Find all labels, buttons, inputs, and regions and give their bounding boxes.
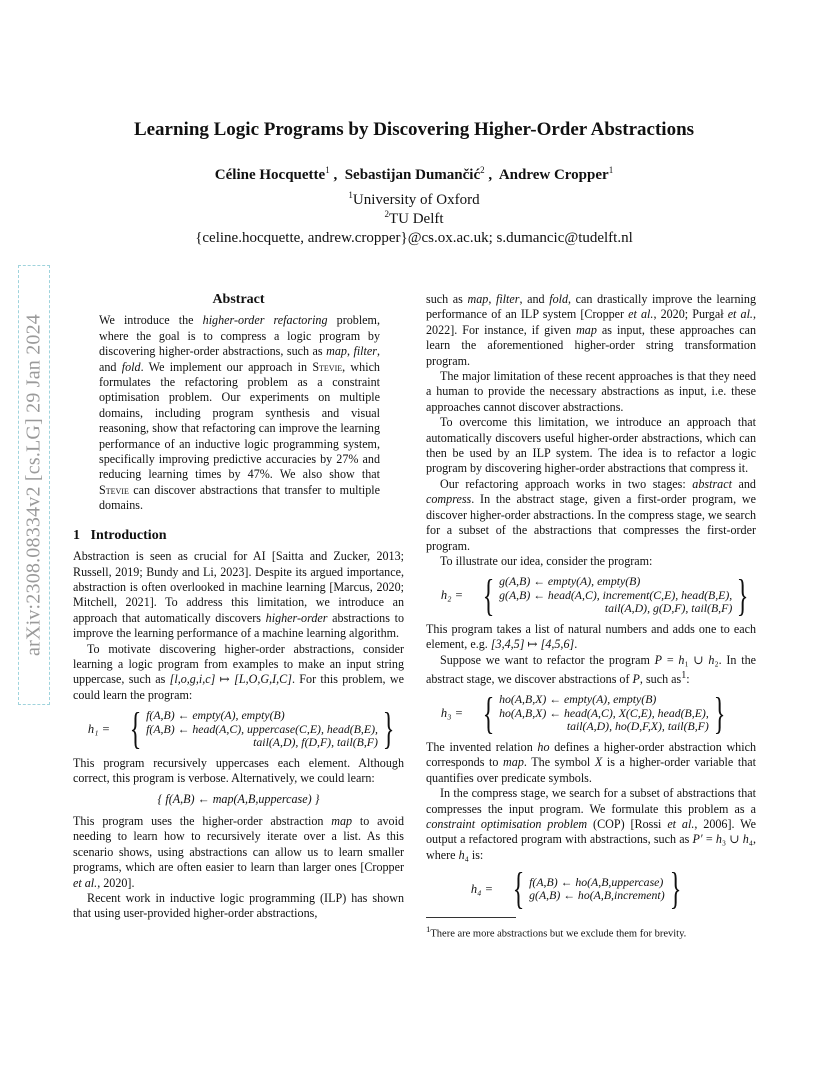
equation-h3 — [426, 688, 756, 738]
author-emails: {celine.hocquette, andrew.cropper}@cs.ox.ac.uk; s.dumancic@tudelft.nl — [195, 230, 633, 246]
author-list: Céline Hocquette$^1$ , Sebastijan Dumančić$^2$ , Andrew Cropper$^1$ — [214, 165, 614, 183]
brace-right: } — [669, 864, 682, 914]
abstract-text: We introduce the higher-order refactoring problem, where the goal is to compress a logic program by discovering higher-order abstractions, such as map, filter, and fold. We implement our approach in Stevie, which formulates the refactoring problem as a constraint optimisation problem. Our experiments on multiple domains, including program synthesis and visual reasoning, show that refactoring can improve the learning performance of an inductive logic programming system, specifically improving predictive accuracies by 27% and reducing learning times by 47%. We also show that Stevie can discover abstractions that transfer to multiple domains. — [99, 313, 380, 513]
equation-line: ho(A,B,X) ← head(A,C), X(C,E), head(B,E), — [499, 705, 709, 720]
equation-line: tail(A,D), g(D,F), tail(B,F) — [604, 601, 733, 616]
author-sup: 2 — [480, 165, 485, 175]
author-sup: 1 — [608, 165, 614, 175]
section-heading: 1 Introduction — [73, 527, 167, 543]
brace-left: { — [482, 570, 495, 620]
author-name: Andrew Cropper — [498, 167, 609, 183]
equation-h4 — [456, 864, 756, 914]
equation-line: ho(A,B,X) ← empty(A), empty(B) — [499, 692, 657, 707]
affiliation — [0, 190, 828, 209]
right-column: such as map, filter, and fold, can drastically improve the learning performance of an ILP system [Cropper et al., 2020; Purgał et al., 2022]. For instance, if given map as input, these approaches can learn the aforementioned higher-order string transformation program. The major limitation of these recent approaches is that they need a human to provide the necessary abstractions as input, i.e. these approaches cannot discover abstractions. To overcome this limitation, we introduce an approach that automatically discovers useful higher-order abstractions, which can then be used by an ILP system. The idea is to refactor a logic program by discovering higher-order abstractions that compress it. Our refactoring approach works in two stages: abstract and compress. In the abstract stage, given a first-order program, we discover higher-order abstractions. In the compress stage, we search for a subset of the abstractions that compresses the first-order program. To illustrate our idea, consider the program: h₂ = { g(A,B) ← empty(A), empty(B) g(A,B) ← head(A,C), increment(C,E), head(B,E), tail(A,D), g(D,F), tail(B,F) } This program takes a list of natural numbers and adds one to each element, e.g. [3,4,5] ↦ [4,5,6]. Suppose we want to refactor the program P = h₁ ∪ h₂. In the abstract stage, we discover abstractions of P, such $as^1$: h₃ = { ho(A,B,X) ← empty(A), empty(B) ho(A,B,X) ← head(A,C), X(C,E), head(B,E), tail(A,D), ho(D,F,X), tail(B,F) } The invented relation ho defines a higher-order abstraction which corresponds to map. The symbol X is a higher-order variable that quantifies over predicate symbols. In the compress stage, we search for a subset of abstractions that compresses the input program. We formulate this problem as a constraint optimisation problem (COP) [Rossi et al., 2006]. We output a refactored program with abstractions, such as P′ = h₃ ∪ h₄, where h₄ is: h₄ = { f(A,B) ← ho(A,B,uppercase) g(A,B) ← ho(A,B,increment) } $^1$There are more abstractions but we exclude them for brevity. — [426, 292, 756, 942]
equation-line: f(A,B) ← ho(A,B,uppercase) — [529, 874, 664, 889]
equation-label: h₂ = — [440, 587, 464, 602]
equation-line: tail(A,D), f(D,F), tail(B,F) — [253, 735, 378, 750]
paper-title: Learning Logic Programs by Discovering Higher-Order Abstractions — [133, 119, 695, 140]
footnote-text: There are more abstractions but we exclude them for brevity. — [430, 928, 687, 940]
author-name: Sebastijan Dumančić — [344, 167, 481, 183]
equation-line: g(A,B) ← ho(A,B,increment) — [529, 888, 665, 903]
footnote-rule — [426, 917, 516, 918]
author-name: Céline Hocquette — [214, 167, 326, 183]
brace-right: } — [737, 570, 749, 620]
brace-left: { — [482, 688, 495, 738]
brace-left: { — [129, 704, 142, 754]
affiliation-sup: 1 — [348, 190, 353, 200]
affiliation-name: University of Oxford — [352, 192, 480, 208]
equation-label: h₃ = — [440, 706, 464, 721]
affiliation — [0, 209, 828, 228]
brace-right: } — [382, 704, 395, 754]
abstract-heading: Abstract — [212, 292, 265, 307]
equation-label: h₁ = — [87, 721, 111, 736]
equation-map: { f(A,B) ← map(A,B,uppercase) } — [157, 792, 320, 807]
arxiv-sidebar-stamp — [18, 265, 50, 705]
equation-line: g(A,B) ← head(A,C), increment(C,E), head(B,E), — [499, 587, 733, 602]
affiliation-sup: 2 — [384, 209, 389, 219]
brace-left: { — [512, 864, 525, 914]
equation-label: h₄ = — [470, 881, 494, 896]
equation-h1 — [73, 704, 404, 754]
footnote — [426, 922, 756, 942]
introduction-text: Abstraction is seen as crucial for AI [Saitta and Zucker, 2013; Russell, 2019; Bundy and Li, 2023]. Despite its argued importance, abstraction is often overlooked in machine learning [Marcus, 2020; Mitchell, 2021]. To address this limitation, we introduce an approach that automatically discovers higher-order abstractions to improve the learning performance of a machine learning algorithm. To motivate discovering higher-order abstractions, consider learning a logic program from examples to make an input string uppercase, such as [l,o,g,i,c] ↦ [L,O,G,I,C]. For this problem, we could learn the program: — [73, 549, 404, 702]
equation-line: g(A,B) ← empty(A), empty(B) — [499, 574, 641, 589]
left-column: Abstract We introduce the higher-order refactoring problem, where the goal is to compress a logic program by discovering higher-order abstractions, such as map, filter, and fold. We implement our approach in Stevie, which formulates the refactoring problem as a constraint optimisation problem. Our experiments on multiple domains, including program synthesis and visual reasoning, show that refactoring can improve the learning performance of an inductive logic programming system, specifically improving predictive accuracies by 27% and reducing learning times by 47%. We also show that Stevie can discover abstractions that transfer to multiple domains. 1 Introduction Abstraction is seen as crucial for AI [Saitta and Zucker, 2013; Russell, 2019; Bundy and Li, 2023]. Despite its argued importance, abstraction is often overlooked in machine learning [Marcus, 2020; Mitchell, 2021]. To address this limitation, we introduce an approach that automatically discovers higher-order abstractions to improve the learning performance of a machine learning algorithm. To motivate discovering higher-order abstractions, consider learning a logic program from examples to make an input string uppercase, such as [l,o,g,i,c] ↦ [L,O,G,I,C]. For this problem, we could learn the program: h₁ = { f(A,B) ← empty(A), empty(B) f(A,B) ← head(A,C), uppercase(C,E), head(B,E), tail(A,D), f(D,F), tail(B,F) } This program recursively uppercases each element. Although correct, this program is verbose. Alternatively, we could learn: { f(A,B) ← map(A,B,uppercase) } This program uses the higher-order abstraction map to avoid needing to learn how to recursively iterate over a list. As this scenario shows, using abstractions can allow us to learn smaller programs, which are often easier to learn than larger ones [Cropper et al., 2020]. Recent work in inductive logic programming (ILP) has shown that using user-provided higher-order abstractions, — [73, 292, 404, 921]
brace-right: } — [713, 688, 726, 738]
footnote-mark: 1 — [426, 924, 431, 935]
author-sup: 1 — [325, 165, 330, 175]
equation-line: f(A,B) ← empty(A), empty(B) — [146, 708, 285, 723]
arxiv-id: arXiv:2308.08334v2 [cs.LG] 29 Jan 2024 — [22, 314, 45, 656]
equation-h2 — [426, 570, 756, 620]
equation-line: tail(A,D), ho(D,F,X), tail(B,F) — [566, 719, 709, 734]
equation-line: f(A,B) ← head(A,C), uppercase(C,E), head(B,E), — [146, 721, 378, 736]
affiliation-name: TU Delft — [388, 211, 444, 227]
